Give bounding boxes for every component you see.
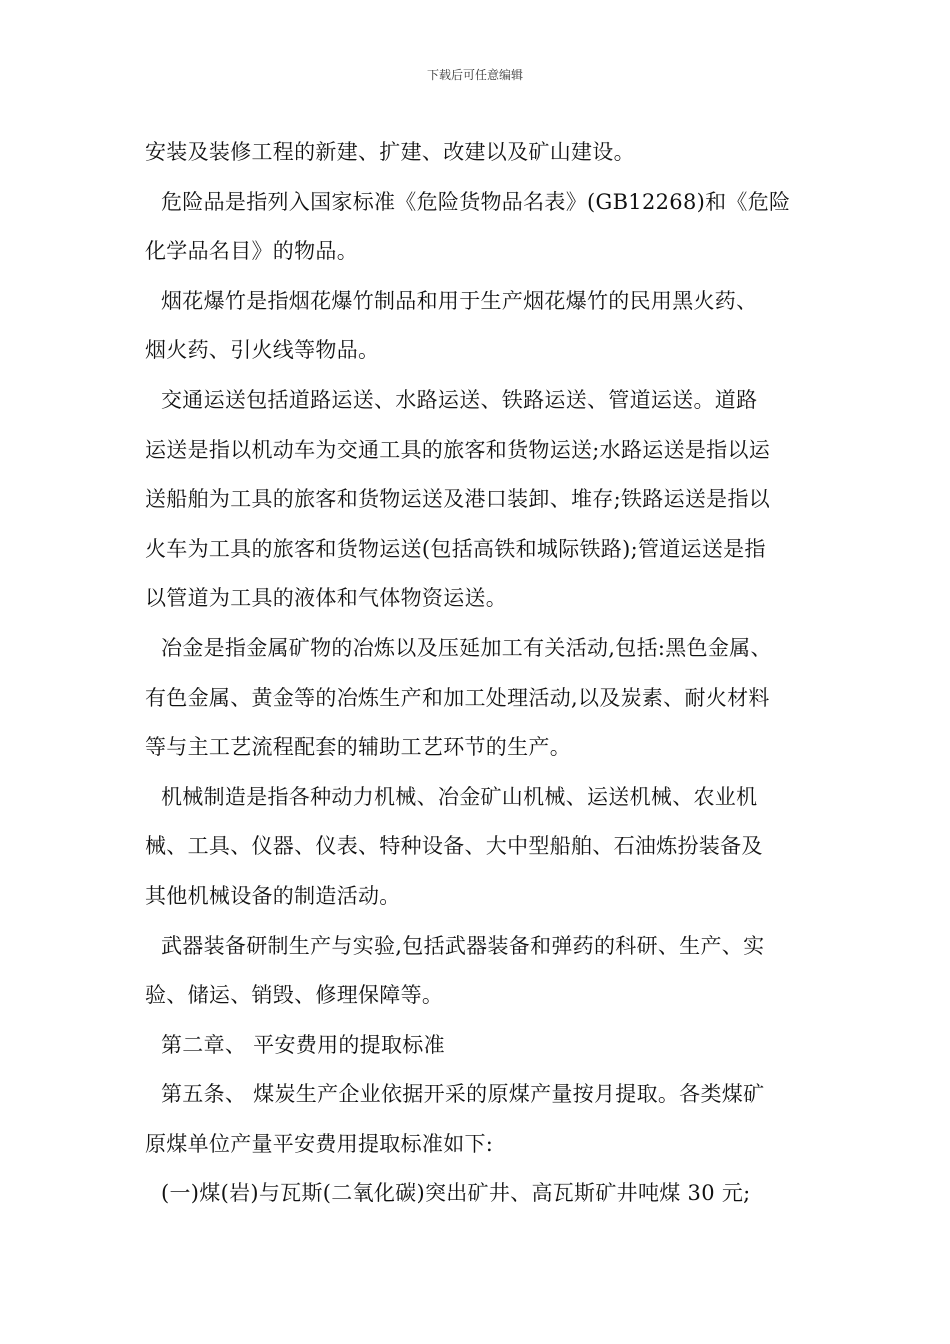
text-line: 第五条、 煤炭生产企业依据开采的原煤产量按月提取。各类煤矿: [161, 1082, 765, 1107]
text-line: 交通运送包括道路运送、水路运送、铁路运送、管道运送。道路: [161, 387, 758, 412]
text-line: 运送是指以机动车为交通工具的旅客和货物运送;水路运送是指以运: [145, 437, 771, 462]
text-line: 危险品是指列入国家标准《危险货物品名表》(GB12268)和《危险: [161, 189, 791, 214]
text-line: 其他机械设备的制造活动。: [145, 883, 401, 908]
chapter-heading: 第二章、 平安费用的提取标准: [161, 1032, 445, 1057]
text-line: 机械制造是指各种动力机械、冶金矿山机械、运送机械、农业机: [161, 784, 758, 809]
text-line: 冶金是指金属矿物的冶炼以及压延加工有关活动,包括:黑色金属、: [161, 635, 772, 660]
text-line: 原煤单位产量平安费用提取标准如下:: [145, 1131, 494, 1156]
text-line: 等与主工艺流程配套的辅助工艺环节的生产。: [145, 735, 571, 760]
text-line: 送船舶为工具的旅客和货物运送及港口装卸、堆存;铁路运送是指以: [145, 487, 771, 512]
text-line: 烟火药、引火线等物品。: [145, 338, 380, 363]
text-line: 安装及装修工程的新建、扩建、改建以及矿山建设。: [145, 140, 635, 164]
document-body: [145, 128, 810, 1219]
text-line: (一)煤(岩)与瓦斯(二氧化碳)突出矿井、高瓦斯矿井吨煤 30 元;: [161, 1181, 751, 1206]
page-header-note: 下载后可任意编辑: [426, 68, 523, 82]
text-line: 火车为工具的旅客和货物运送(包括高铁和城际铁路);管道运送是指: [145, 536, 766, 561]
text-line: 武器装备研制生产与实验,包括武器装备和弹药的科研、生产、实: [161, 933, 765, 958]
text-line: 有色金属、黄金等的冶炼生产和加工处理活动,以及炭素、耐火材料: [145, 685, 770, 710]
text-line: 化学品名目》的物品。: [145, 239, 358, 264]
text-line: 以管道为工具的液体和气体物资运送。: [145, 586, 508, 611]
text-line: 械、工具、仪器、仪表、特种设备、大中型船舶、石油炼扮装备及: [145, 834, 763, 859]
text-line: 烟花爆竹是指烟花爆竹制品和用于生产烟花爆竹的民用黑火药、: [161, 288, 758, 313]
text-line: 验、储运、销毁、修理保障等。: [145, 983, 444, 1008]
